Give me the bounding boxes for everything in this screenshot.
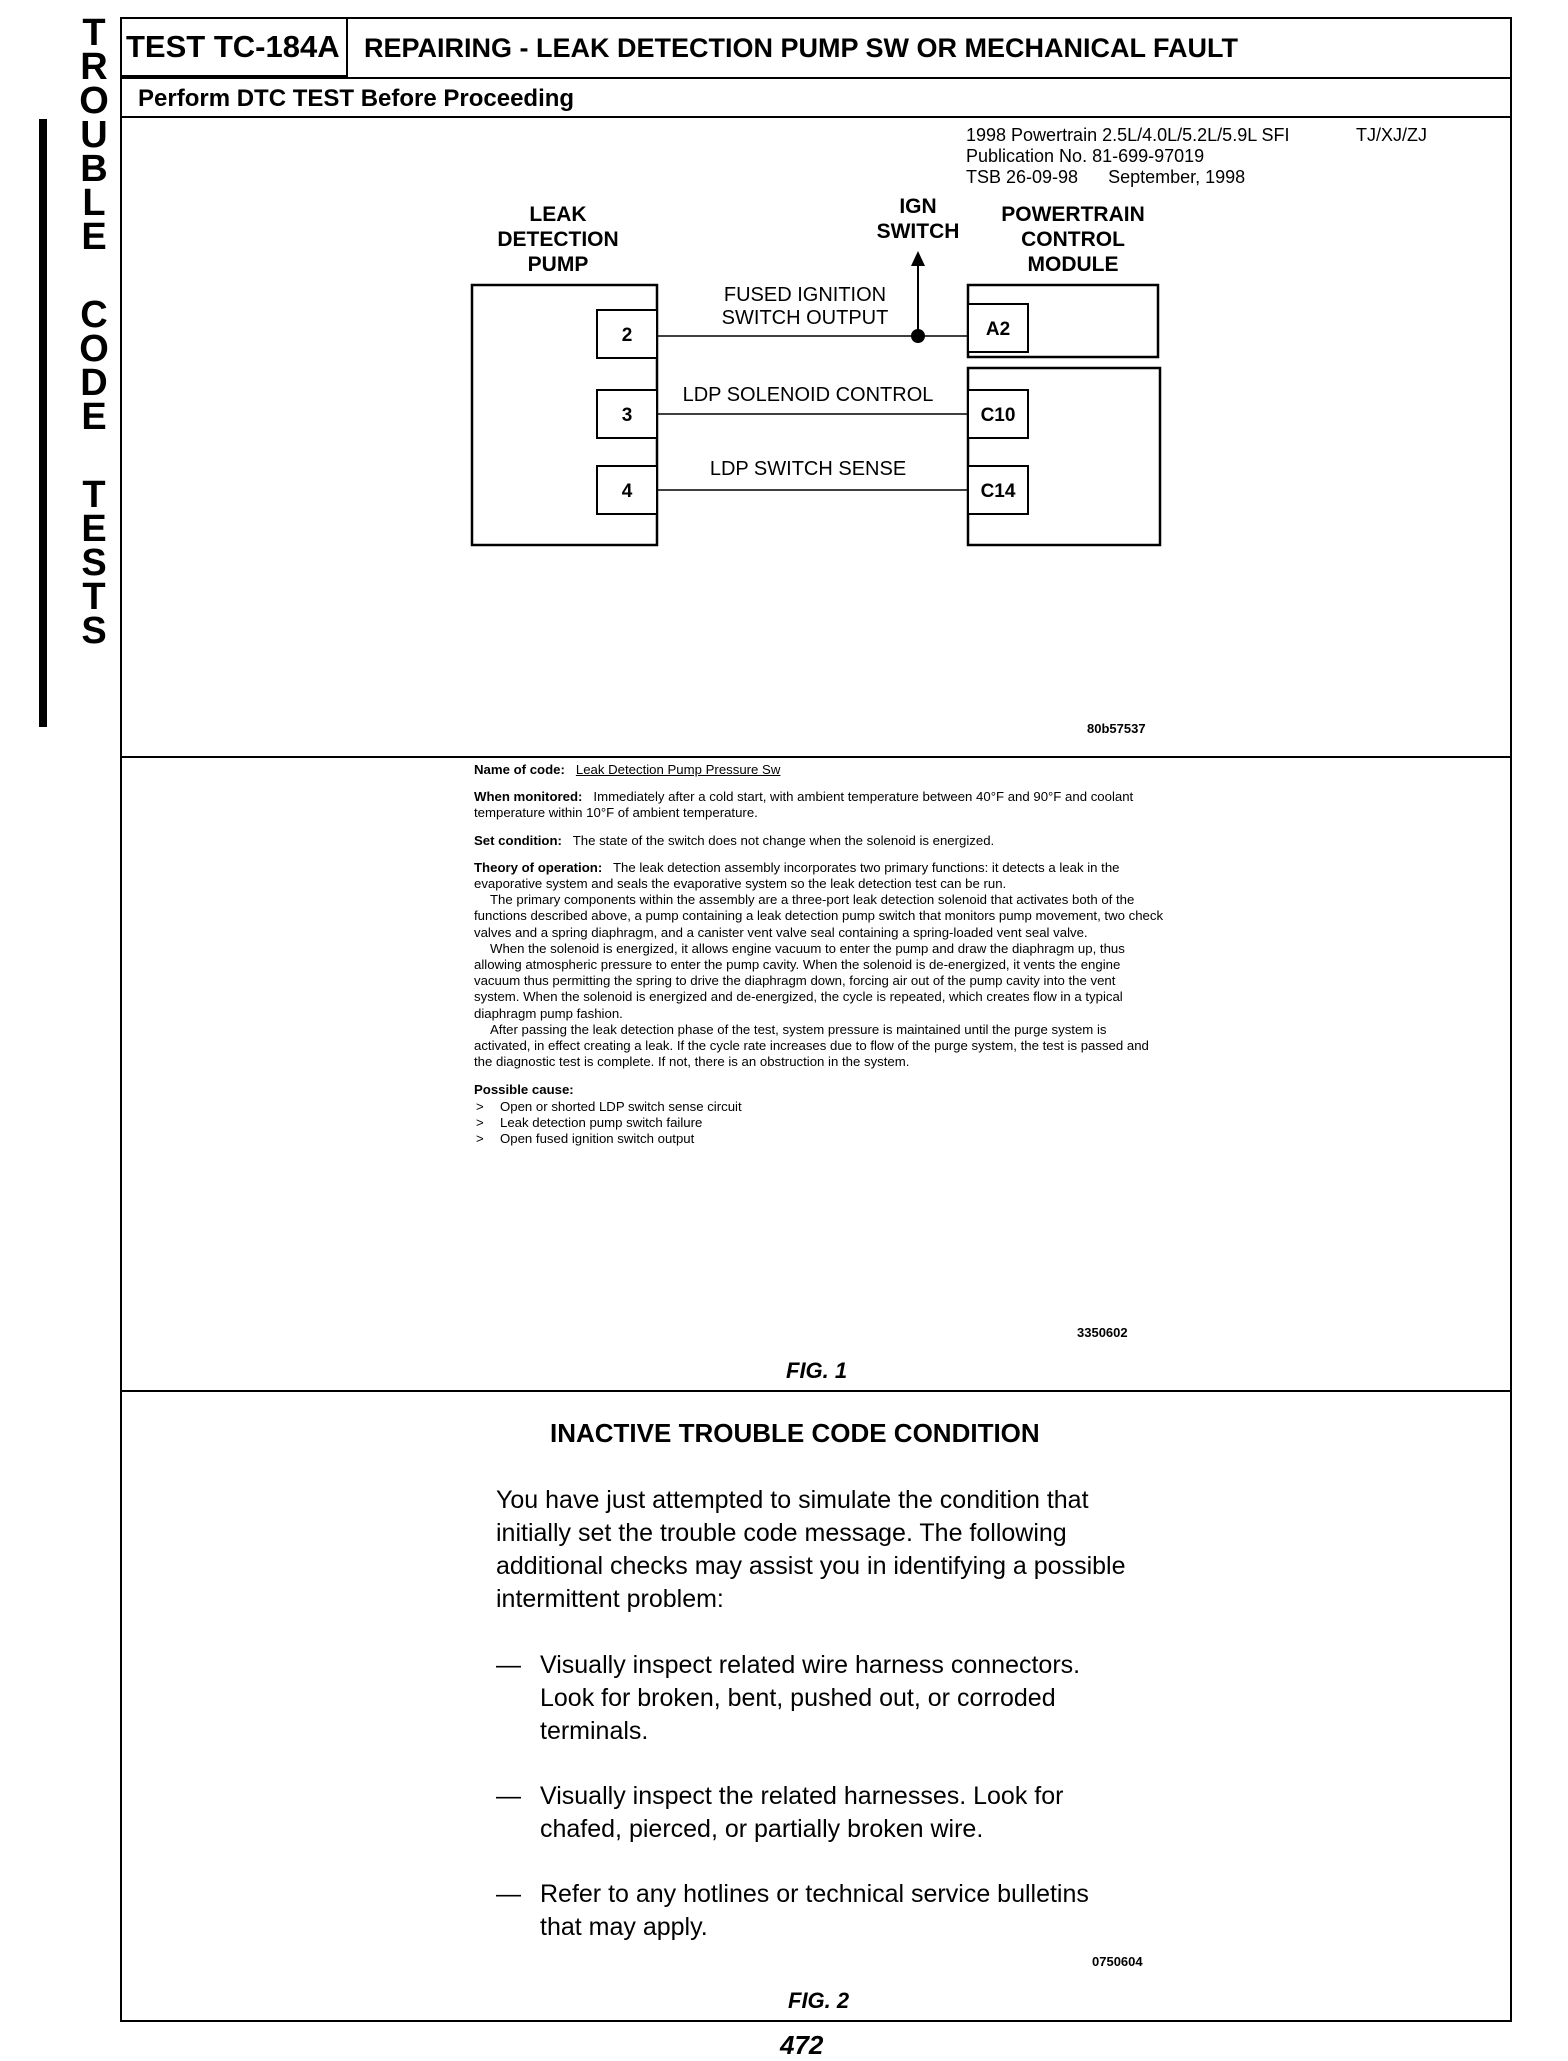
publication-models: TJ/XJ/ZJ xyxy=(1356,125,1427,145)
inactive-intro: You have just attempted to simulate the condition that initially set the trouble code message. The following additional checks may assist you in identifying a possible intermittent problem: xyxy=(496,1486,1126,1613)
pin-label: 2 xyxy=(621,325,633,346)
test-id: TEST TC-184A xyxy=(122,19,348,77)
theory-paragraph: The primary components within the assembly are a three-port leak detection solenoid that activates both of the functions described above, a pump containing a leak detection pump switch that monitors pump movement, two check valves and a spring diaphragm, and a canister vent valve seal containing a spring-loaded vent seal valve. xyxy=(474,892,1164,940)
wire-label: LDP SOLENOID CONTROL xyxy=(682,384,934,406)
pin-label: C14 xyxy=(980,481,1016,502)
list-item: > Open or shorted LDP switch sense circuit xyxy=(474,1099,1164,1115)
theory-paragraph: After passing the leak detection phase of the test, system pressure is maintained until the purge system is activated, in effect creating a leak. If the cycle rate increases due to flow of the purge system, the test is passed and the diagnostic test is complete. If not, there is an obstruction in the system. xyxy=(474,1021,1149,1070)
publication-info: 1998 Powertrain 2.5L/4.0L/5.2L/5.9L SFI Publication No. 81-699-97019 TSB 26-09-98 September, 1998 xyxy=(966,125,1290,187)
fig1-text xyxy=(474,762,1164,1147)
set-condition: Set condition: The state of the switch does not change when the solenoid is energized. xyxy=(474,832,995,848)
pin-label: 4 xyxy=(621,481,633,502)
name-of-code: Name of code: Leak Detection Pump Pressure Sw xyxy=(474,762,781,777)
divider xyxy=(122,1390,1510,1392)
side-tab-word: TESTS xyxy=(73,474,115,644)
possible-cause-label: Possible cause: xyxy=(474,1082,574,1098)
pcm-label-line: CONTROL xyxy=(1021,228,1125,251)
fig1-ref-code: 3350602 xyxy=(1077,1325,1128,1340)
cause-list xyxy=(474,1099,1164,1148)
when-monitored: When monitored: Immediately after a cold start, with ambient temperature between 40°F and 90°F and coolant temperature within 10°F of ambient temperature. xyxy=(474,789,1134,821)
fig1-caption: FIG. 1 xyxy=(786,1358,848,1383)
subtitle: Perform DTC TEST Before Proceeding xyxy=(138,85,575,112)
page-title: REPAIRING - LEAK DETECTION PUMP SW OR MECHANICAL FAULT xyxy=(364,33,1239,63)
pin-label: C10 xyxy=(980,405,1016,426)
fig2-caption: FIG. 2 xyxy=(788,1988,850,2013)
theory-paragraph: When the solenoid is energized, it allows engine vacuum to enter the pump and draw the diaphragm up, thus allowing atmospheric pressure to enter the pump cavity. When the solenoid is de-energized, it vents the engine vacuum thus permitting the spring to drive the diaphragm down, forcing air out of the pump cavity into the vent system. When the solenoid is energized and de-energized, the cycle is repeated, which creates flow in a typical diaphragm pump fashion. xyxy=(474,940,1125,1021)
splice-dot xyxy=(911,329,925,343)
ign-switch-label-line: IGN xyxy=(899,195,937,218)
pump-label-line: LEAK xyxy=(529,203,587,226)
side-tab-word: TROUBLE xyxy=(73,12,115,250)
pin-label: 3 xyxy=(621,405,633,426)
wire-label: LDP SWITCH SENSE xyxy=(709,458,907,480)
side-tab-word: CODE xyxy=(73,294,115,430)
inactive-title: INACTIVE TROUBLE CODE CONDITION xyxy=(550,1418,1040,1448)
wire-label: SWITCH OUTPUT xyxy=(721,307,889,329)
wire-label: FUSED IGNITION xyxy=(723,284,887,306)
page-number: 472 xyxy=(780,2030,824,2060)
pcm-label-line: MODULE xyxy=(1027,253,1119,276)
ign-switch-label-line: SWITCH xyxy=(876,220,960,243)
pin-label: A2 xyxy=(985,319,1011,340)
pump-label-line: DETECTION xyxy=(497,228,619,251)
list-item: > Leak detection pump switch failure xyxy=(474,1115,1164,1131)
diagram-ref-code: 80b57537 xyxy=(1087,721,1146,736)
pcm-label-line: POWERTRAIN xyxy=(1001,203,1145,226)
list-item: > Open fused ignition switch output xyxy=(474,1131,1164,1147)
theory-of-operation: Theory of operation: The leak detection assembly incorporates two primary functions: it detects a leak in the evaporative system and seals the evaporative system so the leak detection test can be run. xyxy=(474,859,1120,892)
pump-label-line: PUMP xyxy=(527,253,589,276)
fig2-ref-code: 0750604 xyxy=(1092,1954,1143,1969)
arrow-up-icon xyxy=(911,251,925,266)
wiring-diagram xyxy=(0,0,1568,760)
